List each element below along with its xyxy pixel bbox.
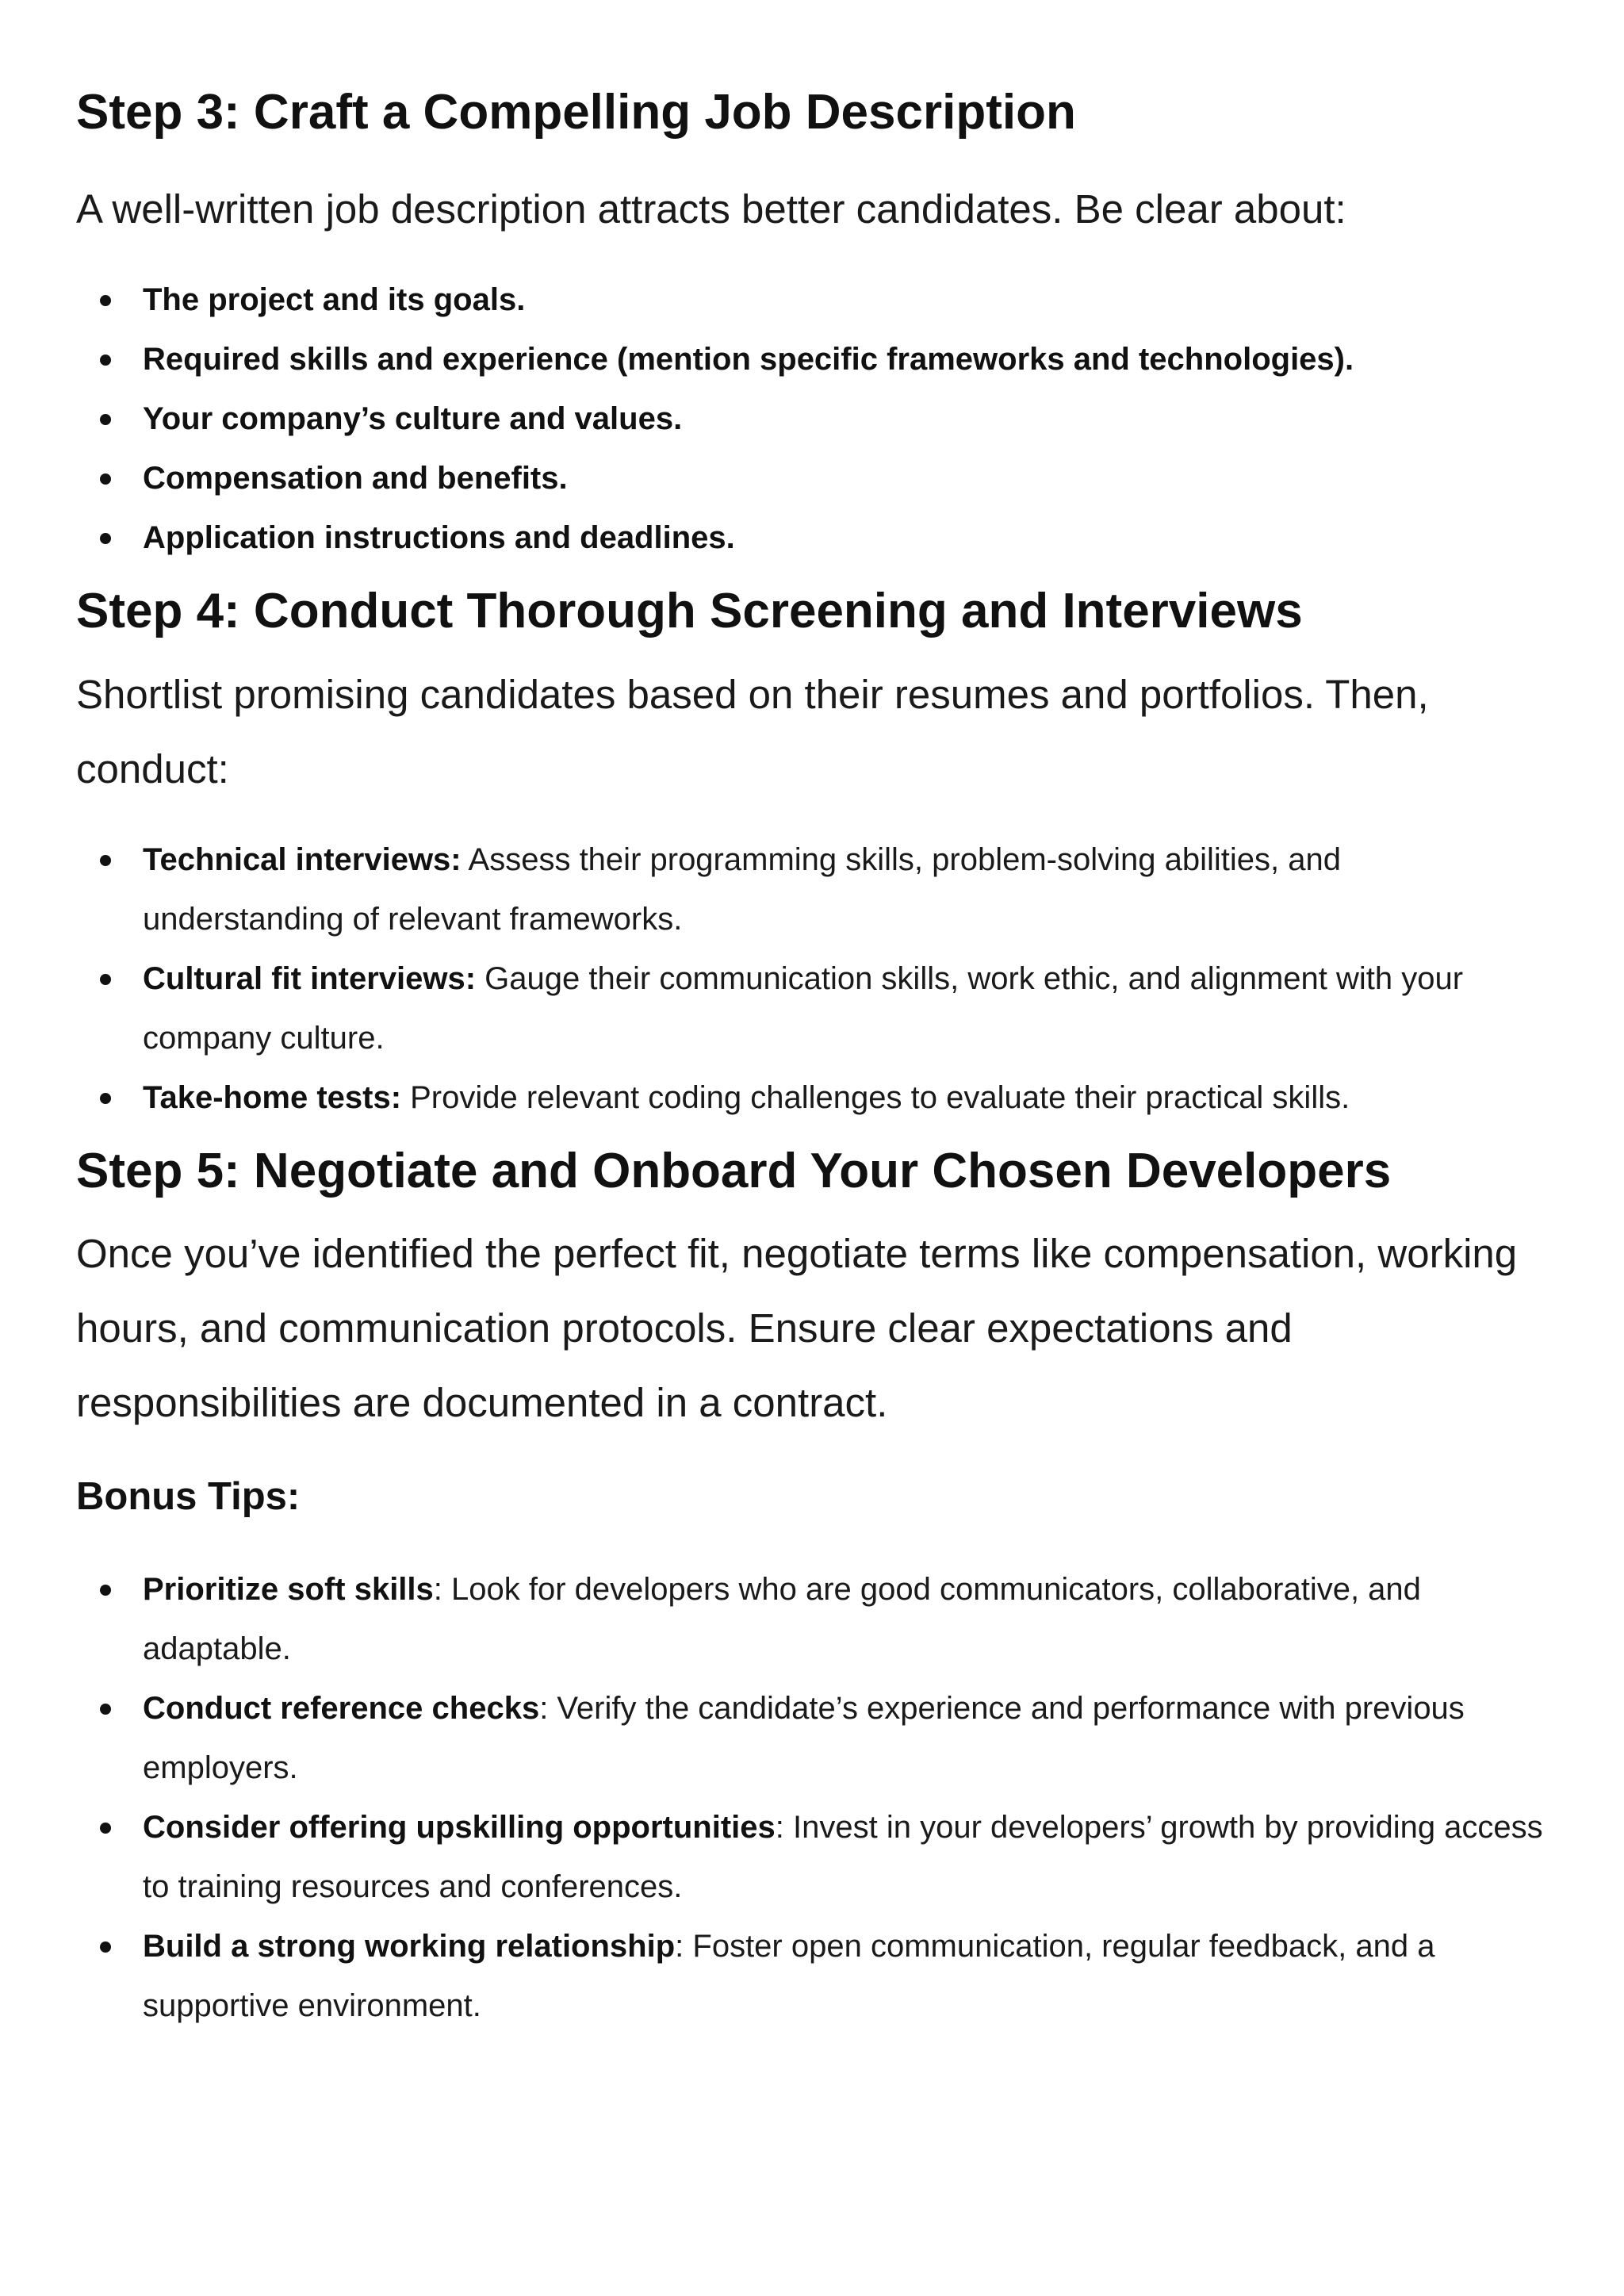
list-item: Application instructions and deadlines.	[76, 508, 1548, 568]
list-item	[76, 1798, 1548, 1917]
list-item-text: : Invest in your developers’ growth by providing access to training resources and conferences.	[143, 1809, 1543, 1904]
list-item: Required skills and experience (mention specific frameworks and technologies).	[76, 330, 1548, 389]
list-item	[76, 949, 1548, 1068]
list-item-text: Assess their programming skills, problem-solving abilities, and understanding of relevant frameworks.	[143, 841, 1341, 937]
list-item-text: : Verify the candidate’s experience and performance with previous employers.	[143, 1690, 1465, 1785]
list-item-text: Gauge their communication skills, work ethic, and alignment with your company culture.	[143, 960, 1464, 1056]
list-item-term: Consider offering upskilling opportunities	[143, 1809, 776, 1845]
step4-intro: Shortlist promising candidates based on their resumes and portfolios. Then, conduct:	[76, 671, 1429, 792]
bonus-tips-heading: Bonus Tips:	[76, 1475, 301, 1519]
step5-heading: Step 5: Negotiate and Onboard Your Chosen Developers	[76, 1143, 1392, 1198]
list-item	[76, 1068, 1548, 1128]
list-item-term: Conduct reference checks	[143, 1690, 540, 1726]
list-item-text: Provide relevant coding challenges to evaluate their practical skills.	[401, 1079, 1350, 1115]
step5-body: Once you’ve identified the perfect fit, negotiate terms like compensation, working hours, and communication protocols. Ensure clear expectations and responsibilities are documented in a contract.	[76, 1231, 1518, 1426]
list-item-text: : Look for developers who are good communicators, collaborative, and adaptable.	[143, 1571, 1421, 1666]
step3-intro: A well-written job description attracts better candidates. Be clear about:	[76, 186, 1346, 232]
list-item	[76, 830, 1548, 949]
list-item: The project and its goals.	[76, 270, 1548, 330]
list-item-text: : Foster open communication, regular feedback, and a supportive environment.	[143, 1928, 1435, 2023]
list-item-term: Prioritize soft skills	[143, 1571, 434, 1607]
list-item-term: Cultural fit interviews:	[143, 960, 477, 996]
step4-list	[76, 830, 1548, 1128]
step3-list	[76, 270, 1548, 568]
list-item: Your company’s culture and values.	[76, 389, 1548, 449]
list-item-term: Take-home tests:	[143, 1079, 402, 1115]
list-item-term: Technical interviews:	[143, 841, 462, 877]
list-item	[76, 1679, 1548, 1798]
step3-heading: Step 3: Craft a Compelling Job Description	[76, 85, 1076, 140]
list-item-term: Build a strong working relationship	[143, 1928, 676, 1964]
list-item	[76, 1917, 1548, 2036]
list-item: Compensation and benefits.	[76, 449, 1548, 508]
bonus-tips-list	[76, 1560, 1548, 2036]
step4-heading: Step 4: Conduct Thorough Screening and Interviews	[76, 584, 1303, 639]
list-item	[76, 1560, 1548, 1679]
